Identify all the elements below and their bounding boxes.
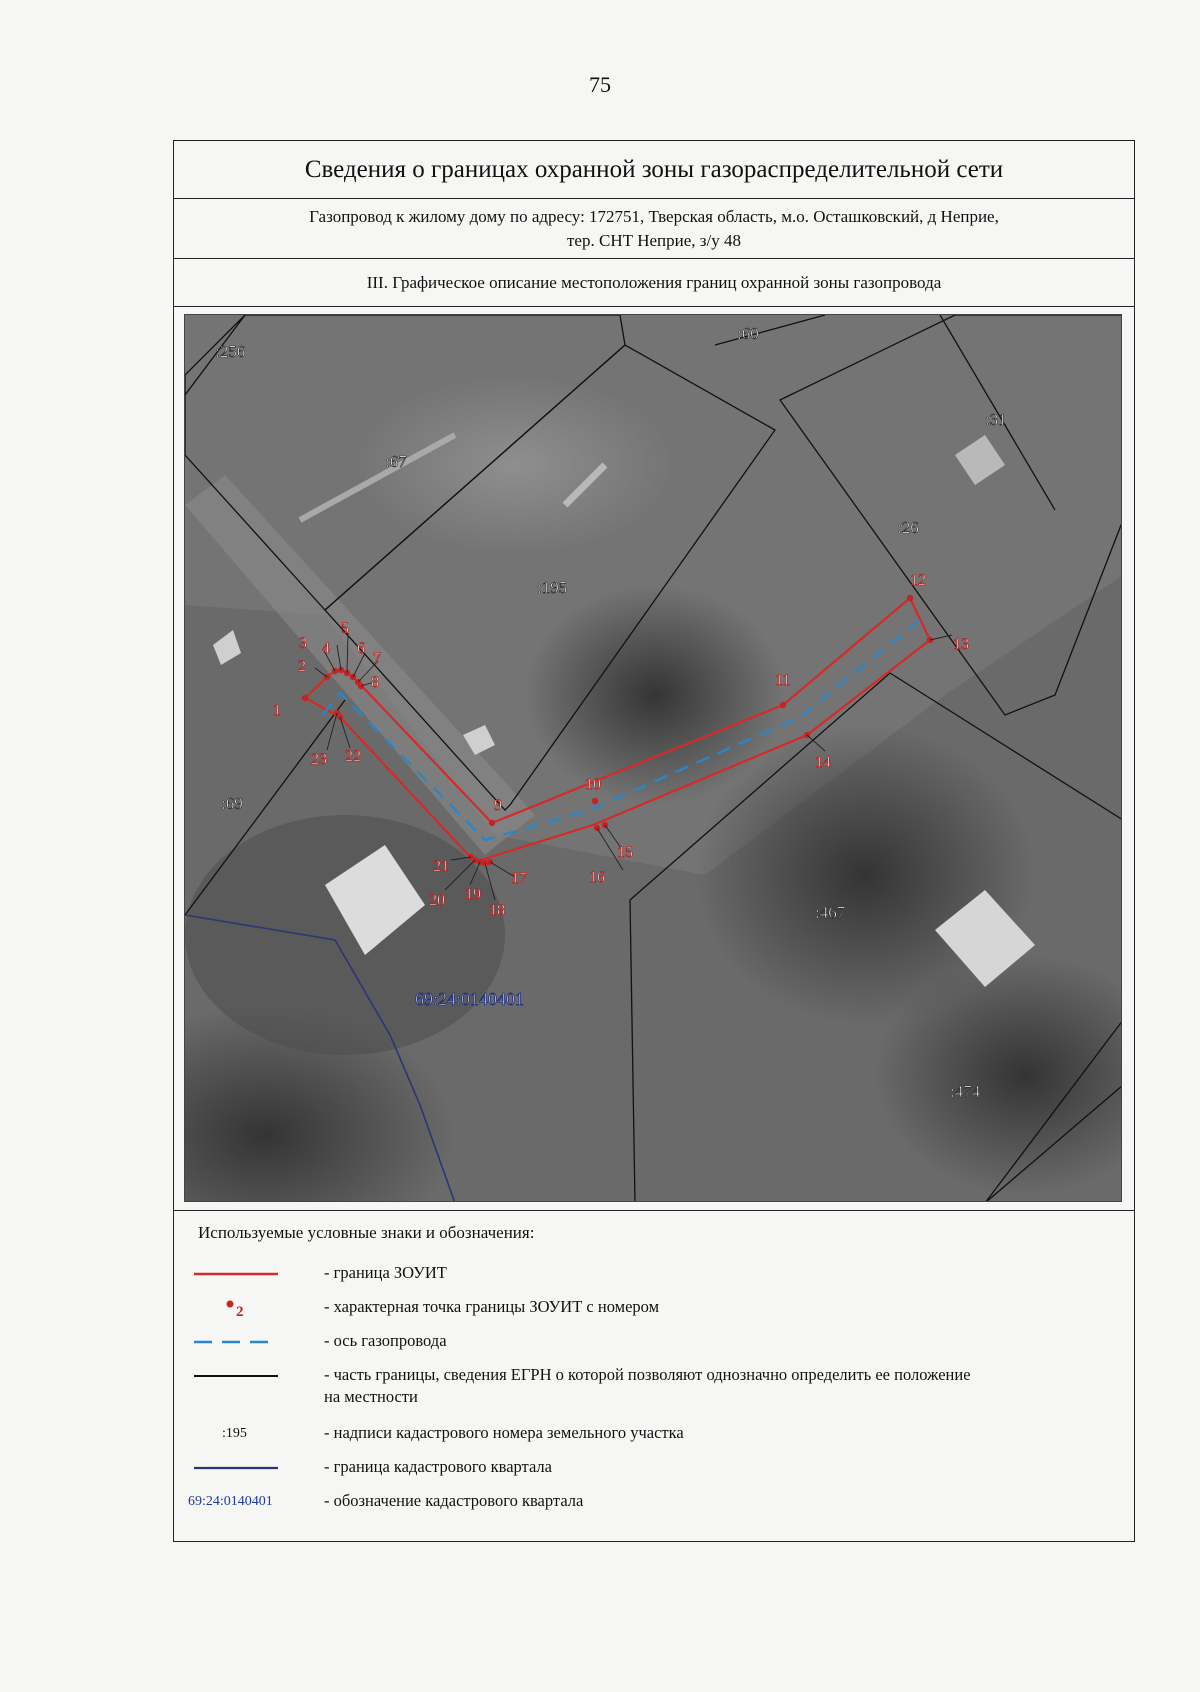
parcel-label-60: :60 [737, 324, 759, 343]
point-number-15: 15 [617, 844, 633, 861]
document-title: Сведения о границах охранной зоны газораспределительной сети [174, 141, 1134, 199]
point-number-9: 9 [494, 797, 502, 814]
parcel-label-67: :67 [385, 452, 407, 471]
quarter-label: 69:24:0140401 [415, 989, 525, 1009]
parcel-label-474: :474 [950, 1082, 981, 1101]
legend-item-quarter-label [174, 1487, 1134, 1517]
legend-item-pipeline-axis [174, 1327, 1134, 1357]
parcel-label-256: :256 [215, 342, 246, 361]
point-number-1: 1 [273, 702, 281, 719]
legend-item-parcel-label [174, 1419, 1134, 1449]
map-svg [185, 315, 1122, 1202]
boundary-point-10 [592, 798, 598, 804]
point-number-16: 16 [589, 869, 605, 886]
boundary-point-symbol [194, 1293, 294, 1323]
quarter-border-symbol [194, 1453, 294, 1483]
point-number-14: 14 [815, 754, 831, 771]
legend-text-egrn-border [324, 1364, 1114, 1408]
legend-text-pipeline-axis: - ось газопровода [324, 1331, 447, 1350]
boundary-point-9 [489, 820, 495, 826]
egrn-border-symbol [194, 1361, 294, 1391]
point-number-6: 6 [357, 640, 365, 657]
legend-text-egrn-border-line-2: на местности [324, 1387, 418, 1406]
point-number-11: 11 [775, 672, 791, 689]
parcel-label-31: :31 [985, 410, 1007, 429]
point-number-21: 21 [433, 858, 449, 875]
legend-item-egrn-border [174, 1361, 1134, 1411]
point-number-18: 18 [489, 902, 505, 919]
parcel-label-467: :467 [815, 903, 846, 922]
boundary-point-1 [302, 695, 308, 701]
point-number-13: 13 [953, 636, 969, 653]
point-symbol-number: 2 [236, 1304, 244, 1320]
legend [174, 1210, 1134, 1543]
point-number-17: 17 [511, 870, 527, 887]
point-number-2: 2 [298, 658, 306, 675]
page-number: 75 [589, 72, 611, 97]
parcel-label-26: :26 [897, 518, 919, 537]
legend-text-egrn-border-line-1: - часть границы, сведения ЕГРН о которой позволяют однозначно определить ее положение [324, 1365, 971, 1384]
legend-text-quarter-label: - обозначение кадастрового квартала [324, 1491, 584, 1510]
address-line-1: Газопровод к жилому дому по адресу: 172751, Тверская область, м.о. Осташковский, д Неприе, [309, 206, 999, 226]
quarter-label-symbol: 69:24:0140401 [188, 1494, 273, 1509]
point-number-8: 8 [371, 674, 379, 691]
map-image [184, 314, 1122, 1202]
legend-text-parcel-label: - надписи кадастрового номера земельного участка [324, 1423, 684, 1442]
point-number-19: 19 [465, 886, 481, 903]
point-number-12: 12 [910, 572, 926, 589]
point-number-23: 23 [311, 751, 327, 768]
legend-text-zouit-border: - граница ЗОУИТ [324, 1263, 447, 1282]
legend-text-point: - характерная точка границы ЗОУИТ с номером [324, 1297, 660, 1316]
point-number-3: 3 [299, 635, 307, 652]
pipeline-axis-symbol [194, 1327, 294, 1357]
address-line-2: тер. СНТ Неприе, з/у 48 [567, 230, 741, 250]
point-number-7: 7 [373, 650, 381, 667]
boundary-point-12 [907, 595, 913, 601]
legend-item-point [174, 1293, 1134, 1323]
legend-text-quarter-border: - граница кадастрового квартала [324, 1457, 552, 1476]
legend-title: Используемые условные знаки и обозначения: [198, 1223, 535, 1242]
point-number-20: 20 [429, 892, 445, 909]
section-title: III. Графическое описание местоположения границ охранной зоны газопровода [174, 259, 1134, 307]
point-number-4: 4 [322, 640, 330, 657]
legend-item-zouit-border [174, 1259, 1134, 1289]
parcel-label-symbol: :195 [222, 1426, 247, 1441]
object-address [174, 199, 1134, 259]
document-frame [173, 140, 1135, 1542]
parcel-label-195: :195 [537, 578, 568, 597]
point-number-5: 5 [341, 620, 349, 637]
point-number-22: 22 [345, 748, 361, 765]
zouit-border-symbol [194, 1259, 294, 1289]
point-number-10: 10 [585, 776, 601, 793]
boundary-point-11 [780, 702, 786, 708]
legend-item-quarter-border [174, 1453, 1134, 1483]
parcel-label-69: :69 [221, 794, 243, 813]
